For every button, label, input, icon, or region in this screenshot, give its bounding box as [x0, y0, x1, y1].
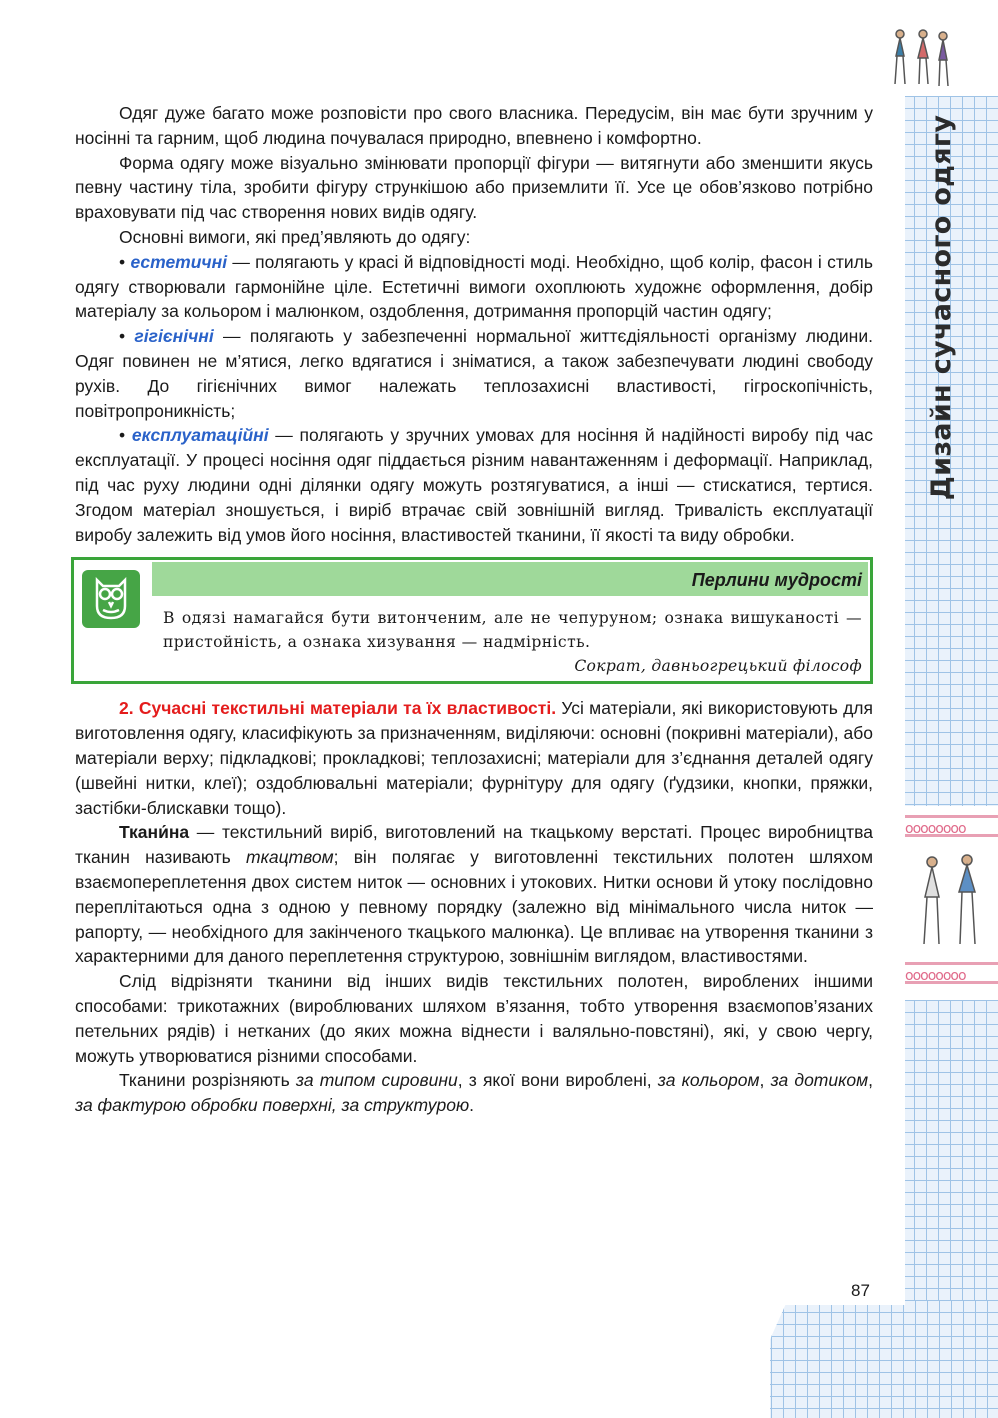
term-operational: експлуатаційні: [131, 425, 269, 446]
page-sheet-lower: [0, 1300, 770, 1418]
grid-decoration-bottom: [735, 1300, 998, 1418]
requirement-hygienic: • гігієнічні — полягають у забезпеченні нормальної життєдіяльності організму людини. Одяг повинен не м’ятися, легко вдягатися і зніматися, а також забезпечувати людині свободу рухів. До гігієнічних вимог належать теплозахисні властивості, гігроскопічність, повітропроникність;: [75, 326, 873, 421]
wisdom-quote: В одязі намагайся бути витонченим, але не чепуруном; ознака вишуканості — пристойність, а ознака хизування — надмірність.: [163, 609, 862, 652]
fashion-figures-illustration-middle: [912, 852, 992, 952]
term-weaving: ткацтвом: [246, 847, 334, 868]
paragraph: Основні вимоги, які пред’являють до одягу:: [119, 226, 471, 247]
fabric-classification: Тканини розрізняють за типом сировини, з якої вони вироблені, за кольором, за дотиком, за фактурою обробки поверхні, за структурою.: [75, 1070, 873, 1116]
page-number: 87: [851, 1281, 870, 1300]
term-fabric: Ткани́на: [119, 822, 190, 843]
fashion-figures-illustration: [885, 26, 955, 92]
wisdom-heading: Перлини мудрості: [152, 562, 868, 596]
requirement-operational: • експлуатаційні — полягають у зручних умовах для носіння й надійності виробу під час експлуатації. У процесі носіння одяг піддається різним навантаженням і деформації. Наприклад, під час руху людини одні ділянки одягу можуть розтягуватися, а інші — стискатися, тертися. Згодом матеріал зношується, і виріб втрачає свій зовнішній вигляд. Тривалість експлуатації виробу залежить від умов його носіння, властивостей тканини, її якості та виду обробки.: [75, 425, 873, 545]
paragraph: Форма одягу може візуально змінювати пропорції фігури — витягнути або зменшити якусь певну частину тіла, зробити фігуру стрункішою або приземлити її. Усе це обов’язково потрібно враховувати під час створення нових видів одягу.: [75, 152, 873, 223]
wisdom-box: [71, 557, 873, 684]
section-2-paragraph: 2. Сучасні текстильні матеріали та їх властивості. Усі матеріали, які використовують для виготовлення одягу, класифікують за призначенням, виділяючи: основні (покривні матеріали), або матеріали верху; підкладкові; прокладкові; теплозахисні; матеріали для з’єднання деталей одягу (швейні нитки, клеї); оздоблювальні матеріали; фурнітуру для одягу (ґудзики, кнопки, пряжки, застібки-блискавки тощо).: [75, 698, 873, 818]
term-hygienic: гігієнічні: [134, 326, 214, 347]
paragraph: Одяг дуже багато може розповісти про свого власника. Передусім, він має бути зручним у носінні та гарним, щоб людина почувалася природно, впевнено і комфортно.: [75, 103, 873, 148]
term-aesthetic: естетичні: [130, 251, 228, 272]
paragraph: Слід відрізняти тканини від інших видів текстильних полотен, вироблених іншими способами: трикотажних (вироблюваних шляхом в’язання, тобто утворення взаємопов’язаних петельних рядів) і нетканих (до яких можна віднести і валяльно-повстяні), які, у свою чергу, можуть утворюватися різними способами.: [75, 971, 873, 1066]
owl-icon: [82, 570, 140, 628]
bead-ornament: oooooooo: [905, 815, 998, 837]
requirement-aesthetic: • естетичні — полягають у красі й відповідності моді. Необхідно, щоб колір, фасон і стиль одягу створювали гармонійне ціле. Естетичні вимоги охоплюють художнє оформлення, добір матеріалу за кольором і малюнком, оздоблення, дотримання пропорцій частин одягу;: [75, 251, 873, 322]
chapter-side-title: Дизайн сучасного одягу: [926, 114, 958, 500]
section-2-heading: 2. Сучасні текстильні матеріали та їх властивості.: [119, 698, 557, 719]
wisdom-author: Сократ, давньогрецький філософ: [574, 657, 862, 676]
fabric-definition: Ткани́на — текстильний виріб, виготовлений на ткацькому верстаті. Процес виробництва тканин називають ткацтвом; він полягає у виготовленні текстильних полотен шляхом взаємопереплетення двох систем ниток — основних і утокових. Нитки основи й утоку послідовно переплітаються одна з одною у певному порядку (залежно від мінімального числа ниток — рапорту, — необхідного для закінченого ткацького малюнка). Це впливає на утворення тканини з характерними для даного переплетення структурою, зовнішнім виглядом, властивостями.: [75, 822, 873, 967]
bead-ornament-lower: oooooooo: [905, 962, 998, 984]
main-text: [75, 101, 873, 1118]
